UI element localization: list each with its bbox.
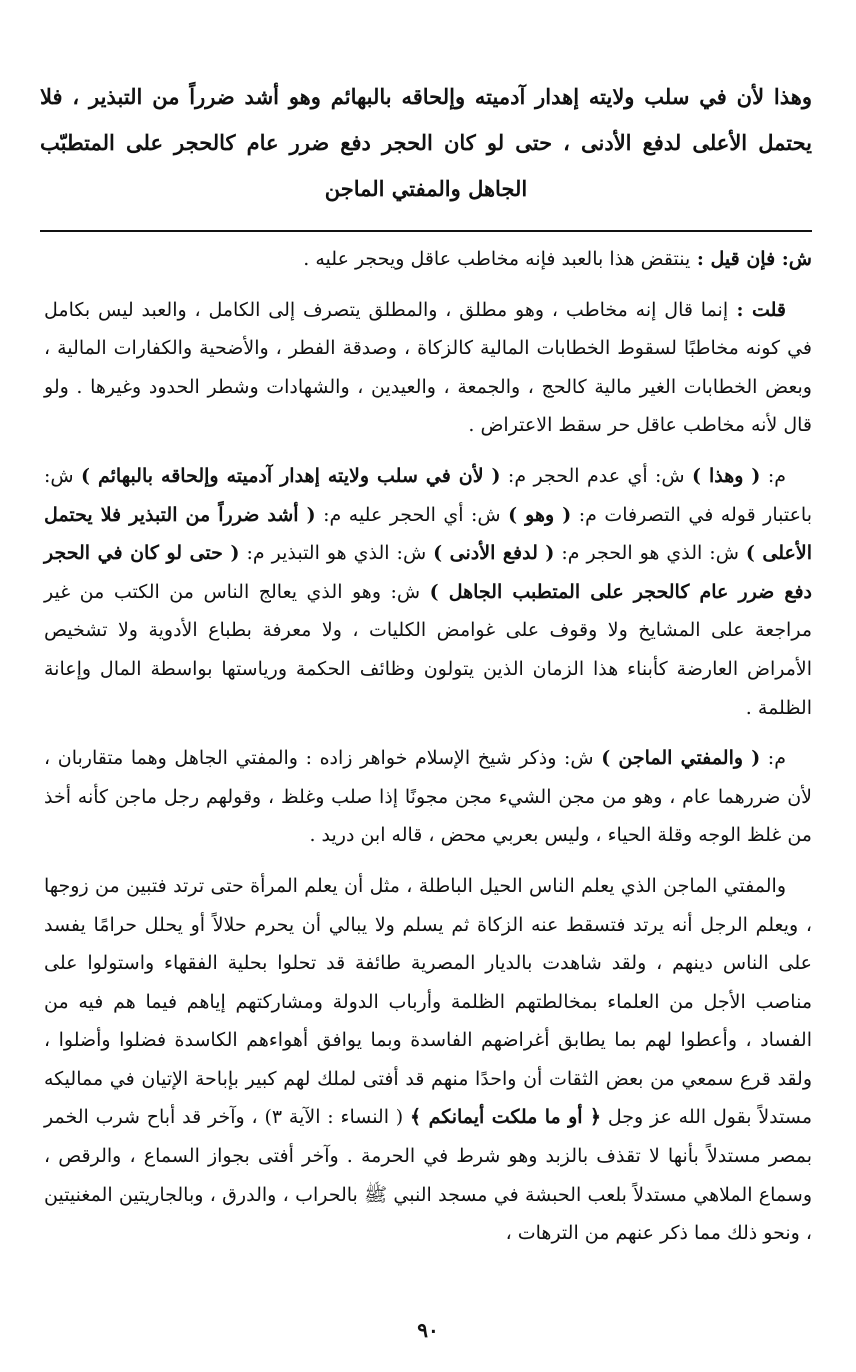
objection-text: ينتقض هذا بالعبد فإنه مخاطب عاقل ويحجر عليه . (303, 248, 691, 270)
mufti-segment: ش: وذكر شيخ الإسلام خواهر زاده : والمفتي الجاهل وهما متقاربان ، لأن ضررهما عام ، وهو من مجن الشيء مجن مجونًا إذا صلب وغلظ ، وقولهم رجل ماجن كأنه أخذ من غلظ الوجه وقلة الحياء ، وليس بعربي محض ، قاله ابن دريد . (44, 747, 812, 847)
main-text-content: وهذا لأن في سلب ولايته إهدار آدميته وإلحاقه بالبهائم وهو أشد ضرراً من التبذير ، فلا يحتمل الأعلى لدفع الأدنى ، حتى لو كان الحجر دفع ضرر عام كالحجر على المتطبّب الجاهل والمفتي الماجن (40, 84, 812, 201)
commentary-paragraph-objection (44, 240, 812, 279)
separator-line (40, 230, 812, 232)
quoted-matn: ( لأن في سلب ولايته إهدار آدميته وإلحاقه بالبهائم ) (81, 464, 501, 487)
page-number: ٩٠ (417, 1318, 439, 1342)
quoted-matn: ( وهذا ) (692, 464, 761, 487)
explanation-segment: ش: وهو الذي يعالج الناس من الكتب من غير مراجعة على المشايخ ولا وقوف على غوامض الكليات ، ولا معرفة بطباع الأدوية ولا تشخيص الأمراض العارضة كأبناء هذا الزمان الذين يتولون وظائف الحكمة ورياستها بواسطة المال وإعانة الظلمة . (44, 580, 812, 719)
commentary (44, 240, 812, 1265)
examples-segment: والمفتي الماجن الذي يعلم الناس الحيل الباطلة ، مثل أن يعلم المرأة حتى ترتد فتبين من زوجها ، ويعلم الرجل أنه يرتد فتسقط عنه الزكاة ثم يسلم ولا يبالي أن يحرم حلالاً أو يحلل حرامًا يفسد على الناس دينهم ، ولقد شاهدت بالديار المصرية طائفة قد تحلوا بحلية الفقهاء واستولوا على مناصب الأجل من العلماء بمخالطتهم الظلمة وأرباب الدولة ومشاركتهم إياهم فيما هم فيه من الفساد ، وأعطوا لهم بما يطابق أغراضهم الفاسدة وبما يوافق أهواءهم الكاسدة فضلوا وأضلوا ، ولقد قرع سمعي من بعض الثقات أن واحدًا منهم قد أفتى لملك لهم كبير بإباحة الإتيان في مماليكه مستدلاً بقول الله عز وجل (44, 874, 812, 1129)
main-text (40, 74, 812, 212)
reply-prefix: قلت : (728, 298, 786, 321)
explanation-segment: ش: الذي هو الحجر م: (554, 542, 746, 565)
objection-prefix: ش: فإن قيل : (690, 248, 812, 270)
examples-segment: ( النساء : الآية ٣) ، وآخر قد أباح شرب الخمر بمصر مستدلاً بأنها لا تقذف بالزبد وهو شرط في الحرمة . وآخر أفتى بجواز السماع ، والرقص ، وسماع الملاهي مستدلاً بلعب الحبشة في مسجد النبي ﷺ بالحراب ، والدرق ، وبالجاريتين المغنيتين ، ونحو ذلك مما ذكر عنهم من الترهات ، (44, 1106, 812, 1245)
explanation-segment: ش: باعتبار قوله في التصرفات م: (44, 464, 812, 526)
commentary-paragraph-examples (44, 867, 812, 1253)
commentary-paragraph-reply (44, 291, 812, 445)
quoted-matn: ( والمفتي الماجن ) (601, 747, 761, 770)
explanation-segment: ش: الذي هو التبذير م: (239, 542, 434, 565)
commentary-paragraph-mufti (44, 739, 812, 855)
explanation-segment: ش: أي الحجر عليه م: (315, 503, 509, 526)
explanation-segment: ش: أي عدم الحجر م: (500, 464, 693, 487)
quoted-matn: ( لدفع الأدنى ) (433, 542, 555, 565)
mufti-segment: م: (760, 747, 786, 770)
quoted-matn: ( حتى لو كان في الحجر دفع ضرر عام كالحجر على المتطبب الجاهل ) (44, 542, 812, 603)
reply-text: إنما قال إنه مخاطب ، وهو مطلق ، والمطلق يتصرف إلى الكامل ، والعبد ليس بكامل في كونه مخاطبًا لسقوط الخطابات المالية كالزكاة ، وصدقة الفطر ، والأضحية والكفارات المالية ، وبعض الخطابات الغير مالية كالحج ، والجمعة ، والعيدين ، والشهادات وشطر الحدود وغيرها . ولو قال لأنه مخاطب عاقل حر سقط الاعتراض . (44, 298, 812, 437)
quran-quote: ﴿ أو ما ملكت أيمانكم ﴾ (410, 1106, 602, 1129)
commentary-paragraph-explanation (44, 457, 812, 727)
quoted-matn: ( أشد ضرراً من التبذير فلا يحتمل الأعلى ) (44, 503, 812, 565)
quoted-matn: ( وهو ) (508, 503, 572, 526)
explanation-segment: م: (760, 464, 786, 487)
